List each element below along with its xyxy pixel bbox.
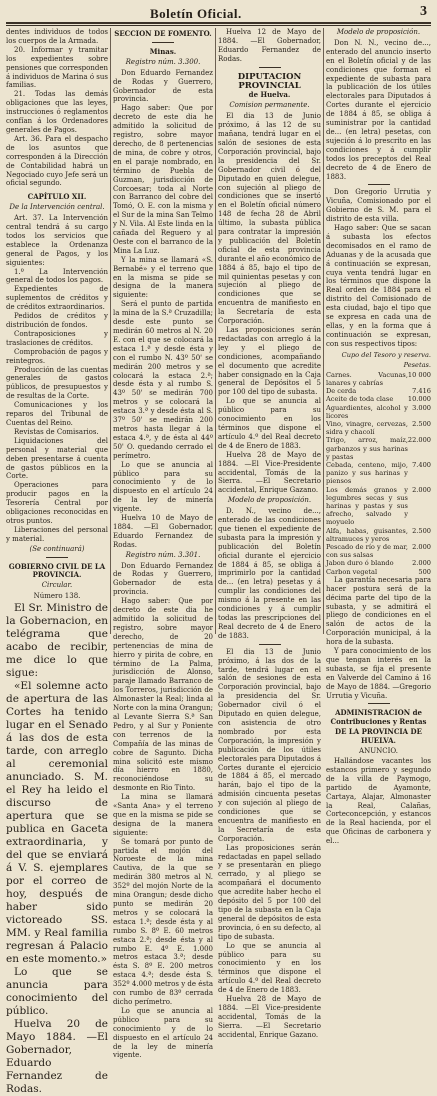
table-cell: Alfa, habas, guisantes, altramuces y yeros [326, 526, 408, 543]
header-rule [6, 22, 431, 24]
paragraph: 20. Informar y tramitar los expedientes sobre pensiones que corresponden á individuos de Marina ó sus familias. [6, 45, 108, 90]
paragraph: Producción de las cuentas generales de gastos públicos, de presupuestos y de resultas de la Corte. [6, 365, 108, 401]
commission-label: Comision permanente. [229, 101, 310, 110]
page-number: 3 [420, 4, 427, 19]
paragraph: Don Eduardo Fernandez de Rodas y Guerrero, Gobernador de esta provincia. [113, 561, 213, 597]
table-value: 10.000 [407, 395, 431, 404]
column-divider [215, 28, 216, 634]
paragraph: Comprobación de pagos y reintegros. [6, 347, 108, 365]
paragraph: La mina se llamará «Santa Ana» y el terreno que en la misma se pide se designa de la manera siguiente: [113, 793, 213, 837]
paragraph: Y la mina se llamará «S. Bernabé» y el terreno que en la misma se pide se designa de la manera siguiente: [113, 255, 213, 300]
paragraph: Liberaciones del personal y material. [6, 525, 108, 543]
paragraph: Y para conocimiento de los que tengan interés en la subasta, se fija el presente en Valverde del Camino á 16 de Mayo de 1884. —Gregorio Urrutia y Vicuña. [326, 647, 431, 700]
table-value: 2.500 [412, 419, 431, 428]
header-rule-thin [6, 25, 431, 26]
table-value: 3.000 [412, 403, 431, 412]
column-1 [6, 28, 108, 1096]
subsection-heading: Minas. [149, 46, 177, 56]
paragraph: Revistas de Comisarios. [14, 427, 99, 436]
table-value: 500 [418, 567, 431, 576]
paragraph: Liquidaciones del personal y material que deben presentarse á cuenta de gastos públicos en la Corte. [6, 436, 108, 481]
table-row [326, 527, 431, 543]
table-value: 2.500 [412, 526, 431, 535]
newspaper-title: Boletín Oficial. [150, 6, 242, 21]
paragraph: Art. 36. Para el despacho de los asuntos que corresponden á la Dirección de Contabilidad habrá un Negociado cuyo Jefe será un oficial segundo. [6, 134, 108, 188]
paragraph: Hago saber: Que se sacan á subasta los efectos decomisados en el ramo de Aduanas y de la acusada que á continuación se expresan, cuya venta tendrá lugar en los términos que dispone la Real orden de 1884 para el distrito del Comisionado de esta ciudad, bajo el tipo que se expresa en cada una de ellas, y en la forma que á continuación se expresan, con sus respectivos tipos: [326, 224, 431, 348]
paragraph: Operaciones para producir pagos en la Tesorería Central por obligaciones reconocidas en otros puntos. [6, 481, 108, 525]
table-cell: Jabon duro ó blando [326, 559, 394, 568]
table-cell: Los demás granos y legumbres secas y sus harinas y pastas y sus afrecho, salvado y moyuelo [326, 485, 408, 527]
table-cell: Cebada, centeno, mijo, panizo y sus harinas y piensos [326, 460, 408, 486]
paragraph: D. N., vecino de..., enterado de las condiciones que tienen el expediente de subasta para la impresión y publicación del Boletín oficial durante el ejercicio de 1884 á 85, se obliga á imprimirlo por la cantidad de... (en letra) pesetas y á cumplir las condiciones del mismo á la presente en las condiciones y á cumplir todas las prescripciones del Real decreto de 4 de Enero de 1883. [218, 507, 321, 640]
paragraph: 21. Todas las demás obligaciones que las leyes, instrucciones ó reglamentos confían á los Ordenadores generales de Pagos. [6, 90, 108, 134]
table-cell: Aguardientes, alcohol y licores [326, 403, 408, 420]
paragraph: Don N. N., vecino de..., enterado del anuncio inserto en el Boletín oficial y de las condiciones que forman el expediente de subasta para la publicación de los útiles electorales para Diputados á Cortes durante el ejercicio de 1884 á 85, se obliga á suministrar por la cantidad de... (en letra) pesetas, con sujeción á lo prescrito en las condiciones y á cumplir todos los preceptos del Real decreto de 4 de Enero de 1883. [326, 38, 431, 181]
table-cell: Trigo, arroz, maíz, garbanzos y sus harinas y pastas [326, 436, 408, 461]
paragraph: Hallándose vacantes los estancos primero y segundo de la villa de Paymogo, partido de Ayamonte, Cartaya, Alajar, Almonaster la Real, Calañas, Corteconcepción, y estancos de la Real hacienda, por el que Oficinas de carbonera y el... [326, 757, 431, 846]
table-value: 7.400 [412, 460, 431, 469]
section-subheading: de Huelva. [248, 90, 291, 100]
table-cell: Carbon vegetal [326, 567, 378, 576]
table-row [326, 486, 431, 527]
column-2 [113, 28, 213, 1060]
paragraph: El dia 13 de Junio próximo, á las dos de la tarde, tendrá lugar en el salón de sesiones de esta Corporación provincial, bajo la presidencia del Sr. Gobernador civil ó el Diputado en quien delegue, con asistencia de otro nombrado por esta Corporación, la impresión y publicación de los útiles electorales para Diputados á Cortes durante el ejercicio de 1884 á 85, el mercado harán, bajo el tipo de la admisión cincuenta pesetas y con sujeción al pliego de condiciones que se encuentra de manifiesto en la Secretaría de esta Corporación. [218, 647, 321, 843]
number-label: Número 138. [33, 592, 81, 601]
separator-rule [259, 67, 281, 68]
column-divider [323, 28, 324, 634]
paragraph: Las proposiciones serán redactadas en papel sellado y se presentarán en pliego cerrado, y al pliego se acompañará el documento que acredite haber hecho el depósito del 5 por 100 del tipo de la subasta en la Caja general de depósitos de esta provincia, ó en su defecto, al tipo de subasta. [218, 843, 321, 941]
section-heading: ADMINISTRACION de Contribuciones y Rentas [330, 708, 427, 727]
section-heading: DIPUTACION PROVINCIAL [237, 71, 302, 91]
paragraph-large: «El solemne acto de apertura de las Cortes ha tenido lugar en el Senado á las dos de esta tarde, con arreglo al ceremonial anunciado. S. M. el Rey ha leido el discurso de apertura que se publica en Gaceta extraordinaria, y del que se enviará á V. S. ejemplares por el correo de hoy, después de haber sido victoreado SS. MM. y Real familia regresan á Palacio en este momento.» [6, 680, 108, 966]
table-cell: Vino, vinagre, cervezas, sidra y chacolí [326, 419, 408, 437]
paragraph: Huelva 12 de Mayo de 1884. —El Gobernador, Eduardo Fernandez de Rodas. [218, 28, 321, 63]
table-value: 10 000 [407, 370, 431, 379]
section-subheading: DE LA PROVINCIA DE HUELVA. [335, 727, 422, 746]
table-cell: De cerda [326, 387, 357, 396]
paragraph: Lo que se anuncia al público para su conocimiento en los términos que dispone el artículo 4.º del Real decreto de 4 de Enero de 1883. [218, 397, 321, 450]
separator-rule [368, 184, 390, 185]
paragraph: Hago saber: Que por decreto de este dia he admitido la solicitud de registro, sobre mayor derecho, de 20 pertenencias de mina de hierro y pirita de cobre, en término de La Palma, jurisdicción de Alonso, paraje llamado Barranco de los Torreros, jurisdicción de Almonaster la Real; linda al Norte con la mina Orangun; al Levante Sierra S.ª San Pedro, y al Sur y Poniente con terrenos de la Compañía de las minas de cobre de Sagunto. Dicha mina solicitó este mismo día hierro en 1880, reconociéndose su desmonte en Rio Tinto. [113, 597, 213, 793]
table-row [326, 395, 431, 403]
registry-label: Registro núm. 3.300. [125, 57, 201, 66]
page-header [0, 0, 437, 26]
table-value: 7.416 [412, 387, 431, 396]
section-heading: SECCION DE FOMENTO. [114, 29, 212, 38]
model-label: Modelo de proposición. [227, 496, 312, 505]
paragraph: Contraposiciones y traslaciones de créditos. [6, 329, 108, 347]
table-row [326, 371, 431, 387]
paragraph: Lo que se anuncia al público para su conocimiento y de lo dispuesto en el artículo 24 de la ley de minería vigente. [113, 1006, 213, 1060]
registry-label: Registro núm. 3.301. [125, 550, 201, 559]
paragraph: 1.º La Intervención general de todos los pagos. [6, 267, 108, 285]
paragraph: Lo que se anuncia al público para su conocimiento y de lo dispuesto en el artículo 24 de la ley de minería vigente. [113, 460, 213, 514]
table-row [326, 559, 431, 567]
table-cell: Carnes. Vacunas, lanares y cabrías [326, 370, 408, 387]
paragraph: El dia 13 de Junio próximo, á las 12 de su mañana, tendrá lugar en el salón de sesiones de esta Corporación provincial, bajo la presidencia del Sr. Gobernador civil ó del Diputado en quien delegue, con sujeción al pliego de condiciones que se insertó en el Boletín oficial número 148 de fecha 28 de Abril último, la subasta pública para contratar la impresión y publicación del Boletín oficial de esta provincia durante el año económico de 1884 á 85, bajo el tipo de mil quinientas pesetas y con sujeción al pliego de condiciones que se encuentra de manifiesto en la Secretaría de esta Corporación. [218, 112, 321, 326]
circular-label: Circular. [41, 581, 73, 590]
announcement-label: ANUNCIO. [359, 747, 398, 756]
table-row [326, 404, 431, 420]
paragraph: Huelva 28 de Mayo de 1884. —El Vice-Presidente accidental, Tomás de la Sierra. —El Secretario accidental, Enrique Gazano. [218, 450, 321, 495]
continued-note: (Se continuará) [29, 544, 85, 553]
paragraph: Comunicaciones y los reparos del Tribunal de Cuentas del Reino. [6, 401, 108, 427]
section-heading: GOBIERNO CIVIL DE LA PROVINCIA. [8, 561, 106, 580]
table-unit: Pesetas. [403, 360, 431, 369]
paragraph-large: Lo que se anuncia para conocimiento del público. [6, 966, 108, 1018]
table-value: 2.000 [412, 485, 431, 494]
paragraph: Pedidos de créditos y distribución de fondos. [6, 312, 108, 329]
table-row [326, 568, 431, 576]
paragraph: Don Gregorio Urrutia y Vicuña, Comisionado por el Gobierno de S. M. para el distrito de esta villa. [326, 188, 431, 224]
paragraph: Será el punto de partida la mina de la S.ª Cruzadilla; desde este punto se medirán 60 metros al N. 20 E. con el que se colocará la estaca 1.ª y desde ésta y con el rumbo N. 43º 50' se medirán 200 metros y se colocará la estaca 2.ª; desde ésta y al rumbo S. 43º 50' se medirán 700 metros y se colocará la estaca 3.ª y desde ésta al S. 37º 50' se medirán 200 metros hasta llegar á la estaca 4.ª, y de ésta al 44º 50' O. quedando cerrado el perímetro. [113, 300, 213, 460]
chapter-heading: CAPÍTULO XII. [27, 192, 87, 202]
table-row [326, 436, 431, 461]
paragraph: Huelva 10 de Mayo de 1884. —El Gobernador, Eduardo Fernandez de Rodas. [113, 514, 213, 549]
separator-rule [259, 644, 281, 645]
paragraph: La garantía necesaria para hacer postura será de la décima parte del tipo de la subasta, y se admitirá el pliego de condiciones en el salón de actos de la Corporación municipal, á la hora de la subasta. [326, 575, 431, 647]
paragraph: Art. 37. La Intervención central tendrá á su cargo todos los servicios que establece la Ordenanza general de Pagos, y los siguientes: [6, 214, 108, 267]
table-row [326, 543, 431, 559]
column-divider [110, 28, 111, 634]
paragraph: Lo que se anuncia al público para su conocimiento y en los términos que dispone el artículo 4.º del Real decreto de 4 de Enero de 1883. [218, 941, 321, 995]
separator-rule [46, 557, 68, 558]
paragraph: dentes individuos de todos los cuerpos de la Armada. [6, 28, 108, 45]
table-row [326, 387, 431, 395]
tariff-table [326, 371, 431, 576]
table-header: Cupo del Tesoro y reserva. [341, 350, 431, 359]
paragraph: Huelva 28 de Mayo de 1884. —El Vice-presidente accidental, Tomás de la Sierra. —El Secretario accidental, Enrique Gazano. [218, 995, 321, 1039]
separator-rule [152, 42, 174, 43]
table-row [326, 461, 431, 486]
chapter-subtitle: De la Intervención central. [9, 203, 105, 212]
paragraph-large: El Sr. Ministro de la Gobernacion, en telégrama que acabo de recibir, me dice lo que sigue: [6, 602, 108, 680]
model-label: Modelo de proposición. [336, 28, 421, 36]
column-4 [326, 28, 431, 846]
table-cell: Aceite de toda clase [326, 395, 394, 404]
paragraph-large: Huelva 20 de Mayo 1884. —El Gobernador, Eduardo Fernandez de Rodas. [6, 1018, 108, 1096]
paragraph: Don Eduardo Fernandez de Rodas y Guerrero, Gobernador de esta provincia. [113, 68, 213, 104]
table-cell: Pescado de río y de mar, con sus salsas [326, 542, 408, 560]
separator-rule [368, 703, 390, 704]
paragraph: Las proposiciones serán redactadas con arreglo á la ley y el pliego de condiciones, acompañando el documento que acredite haber consignado en la Caja general de Depósitos el 5 por 100 del tipo de subasta. [218, 326, 321, 397]
table-row [326, 420, 431, 436]
table-value: 22.000 [407, 436, 431, 445]
paragraph: Hago saber: Que por decreto de este dia he admitido la solicitud de registro, sobre mayor derecho, de 8 pertenencias de mina, de cobre y otros, en el paraje nombrado, en término de Puebla de Guzman, jurisdicción de Corcoesar; toda al Norte con Barranco del cobre del Tomó, O. E. con la misma y el Sur de la mina San Telmo y N. Vila. Al Este linda en la cañada del Reguero y al Oeste con el barranco de la Mina La Luz. [113, 104, 213, 255]
paragraph: Expedientes de suplementos de créditos y de créditos extraordinarios. [6, 285, 108, 312]
paragraph: Se tomará por punto de partida el mojón del Noroeste de la mina Cautiva, de la que se medirán 380 metros al N. 352º del mojón Norte de la mina Orangun; desde dicho punto se medirán 20 metros y se colocará la estaca 1.ª; desde ésta y al rumbo S. 8º E. 60 metros estaca 2.ª; desde ésta y al rumbo E. 4º E. 1.000 metros estaca 3.ª; desde ésta S. 8º E. 200 metros estaca 4.ª; desde ésta S. 352º 4.000 metros y de ésta con rumbo de 83º cerrada dicho perímetro. [113, 837, 213, 1006]
table-value: 2.000 [412, 559, 431, 568]
table-value: 2.000 [412, 542, 431, 551]
column-3 [218, 28, 321, 1039]
